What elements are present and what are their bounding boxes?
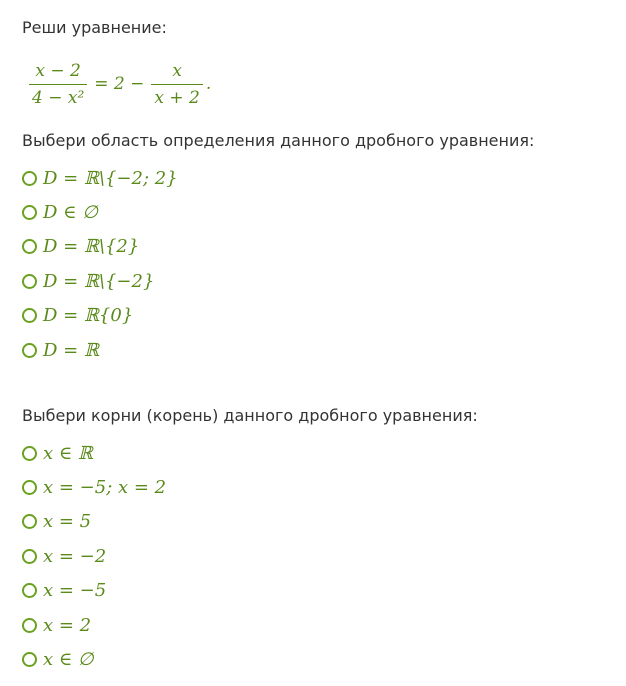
option-label: D ∈ ∅ bbox=[43, 202, 98, 224]
root-options-list bbox=[22, 436, 166, 677]
radio-circle-icon[interactable] bbox=[22, 205, 37, 220]
radio-circle-icon[interactable] bbox=[22, 308, 37, 323]
option-label: D = ℝ\{−2} bbox=[43, 270, 155, 292]
task-prompt-roots: Выбери корни (корень) данного дробного уравнения: bbox=[22, 406, 478, 425]
option-label: x = −5 bbox=[43, 580, 107, 602]
root-option[interactable] bbox=[22, 608, 166, 642]
equation-period: . bbox=[205, 74, 212, 94]
domain-option[interactable] bbox=[22, 333, 178, 367]
root-option[interactable] bbox=[22, 642, 166, 676]
root-option[interactable] bbox=[22, 574, 166, 608]
root-option[interactable] bbox=[22, 505, 166, 539]
rhs-numerator: x bbox=[172, 60, 182, 81]
radio-circle-icon[interactable] bbox=[22, 652, 37, 667]
option-label: x = 2 bbox=[43, 614, 92, 636]
radio-circle-icon[interactable] bbox=[22, 343, 37, 358]
option-label: D = ℝ{0} bbox=[43, 305, 134, 327]
option-label: x = −5; x = 2 bbox=[43, 477, 167, 499]
domain-option[interactable] bbox=[22, 230, 178, 264]
radio-circle-icon[interactable] bbox=[22, 274, 37, 289]
domain-options-list bbox=[22, 161, 178, 367]
radio-circle-icon[interactable] bbox=[22, 549, 37, 564]
domain-option[interactable] bbox=[22, 161, 178, 195]
rhs-denominator: x + 2 bbox=[151, 84, 202, 108]
radio-circle-icon[interactable] bbox=[22, 583, 37, 598]
radio-circle-icon[interactable] bbox=[22, 446, 37, 461]
option-label: D = ℝ\{2} bbox=[43, 236, 140, 258]
lhs-numerator: x − 2 bbox=[35, 60, 81, 81]
option-label: D = ℝ\{−2; 2} bbox=[43, 167, 178, 189]
radio-circle-icon[interactable] bbox=[22, 171, 37, 186]
domain-option[interactable] bbox=[22, 195, 178, 229]
option-label: x ∈ ℝ bbox=[43, 442, 93, 464]
lhs-denominator: 4 − x² bbox=[29, 84, 87, 108]
option-label: x = 5 bbox=[43, 511, 92, 533]
domain-option[interactable] bbox=[22, 299, 178, 333]
lhs-fraction bbox=[29, 61, 87, 108]
radio-circle-icon[interactable] bbox=[22, 239, 37, 254]
task-prompt-domain: Выбери область определения данного дробного уравнения: bbox=[22, 131, 535, 150]
option-label: x ∈ ∅ bbox=[43, 649, 94, 671]
radio-circle-icon[interactable] bbox=[22, 480, 37, 495]
option-label: x = −2 bbox=[43, 545, 107, 567]
domain-option[interactable] bbox=[22, 264, 178, 298]
radio-circle-icon[interactable] bbox=[22, 618, 37, 633]
radio-circle-icon[interactable] bbox=[22, 514, 37, 529]
task-prompt-solve: Реши уравнение: bbox=[22, 18, 167, 37]
root-option[interactable] bbox=[22, 470, 166, 504]
equation-middle: = 2 − bbox=[94, 74, 145, 94]
equation bbox=[26, 58, 211, 110]
option-label: D = ℝ bbox=[43, 339, 99, 361]
root-option[interactable] bbox=[22, 436, 166, 470]
rhs-fraction bbox=[151, 61, 202, 108]
root-option[interactable] bbox=[22, 539, 166, 573]
